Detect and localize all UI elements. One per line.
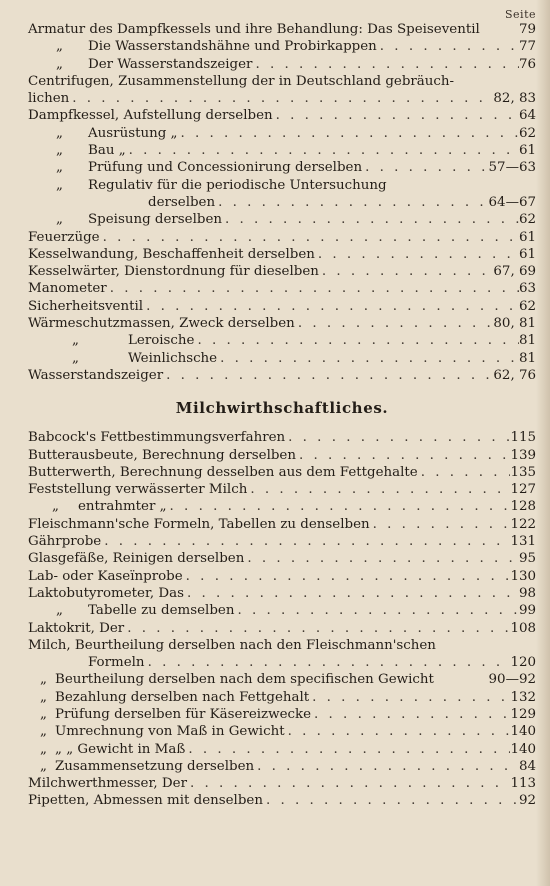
section-heading: Milchwirthschaftliches.: [175, 399, 389, 418]
dot-leader: [263, 792, 519, 809]
entry-label: Wärmeschutzmassen, Zweck derselben: [28, 316, 295, 332]
dot-leader: [295, 315, 494, 332]
dot-leader: [319, 263, 494, 280]
entry-label: Pipetten, Abmessen mit denselben: [28, 793, 263, 809]
index-entry: [28, 263, 536, 280]
entry-page-number: 108: [510, 620, 536, 636]
entry-page-number: 132: [510, 689, 536, 705]
index-entry: [28, 73, 536, 90]
entry-page-number: 115: [510, 430, 536, 446]
ditto-mark: „: [40, 672, 47, 688]
index-entry: [28, 211, 536, 228]
entry-label: Prüfung derselben für Käsereizwecke: [55, 706, 312, 722]
index-entry: [28, 533, 536, 550]
entry-page-number: 140: [510, 724, 536, 740]
index-entry: [28, 723, 536, 740]
dot-leader: [315, 246, 519, 263]
index-entry: [28, 464, 536, 481]
index-entry: [28, 315, 536, 332]
dot-leader: [185, 741, 510, 758]
entry-page-number: 61: [518, 246, 536, 262]
entry-label: „ „ Gewicht in Maß: [55, 741, 186, 757]
entry-label: Regulativ für die periodische Untersuchung: [88, 177, 387, 193]
index-entry: [28, 38, 536, 55]
entry-page-number: 95: [518, 551, 536, 567]
entry-label: Butterwerth, Berechnung desselben aus dem Fettgehalte: [28, 464, 418, 480]
entry-label: Babcock's Fettbestimmungsverfahren: [28, 430, 286, 446]
entry-page-number: 84: [518, 758, 536, 774]
ditto-mark: „: [40, 689, 47, 705]
index-entry: [28, 159, 536, 176]
entry-page-number: 64—67: [488, 194, 536, 210]
dot-leader: [370, 516, 511, 533]
entry-label: Sicherheitsventil: [28, 298, 144, 314]
dot-leader: [107, 280, 519, 297]
index-entry: [28, 550, 536, 567]
entry-page-number: 64: [518, 108, 536, 124]
ditto-mark: „: [56, 212, 63, 228]
ditto-mark: „: [56, 177, 63, 193]
index-entry: [28, 332, 536, 349]
dot-leader: [187, 775, 510, 792]
entry-label: Glasgefäße, Reinigen derselben: [28, 551, 245, 567]
ditto-mark: „: [52, 499, 59, 515]
index-entry: [28, 585, 536, 602]
dot-leader: [215, 194, 488, 211]
dot-leader: [247, 481, 510, 498]
entry-label: entrahmter „: [78, 499, 167, 515]
entry-label: Tabelle zu demselben: [88, 603, 235, 619]
entry-label: Die Wasserstandshähne und Probirkappen: [88, 39, 377, 55]
dot-leader: [273, 107, 519, 124]
ditto-mark: „: [72, 350, 79, 366]
index-entry: [28, 447, 536, 464]
entry-page-number: 62, 76: [493, 367, 536, 383]
entry-page-number: 62: [518, 125, 536, 141]
dot-leader: [252, 56, 519, 73]
dot-leader: [194, 332, 518, 349]
entry-page-number: 113: [510, 776, 536, 792]
entry-page-number: 92: [518, 793, 536, 809]
entry-page-number: 128: [510, 499, 536, 515]
entry-page-number: 120: [510, 655, 536, 671]
dot-leader: [311, 706, 510, 723]
entry-page-number: 57—63: [488, 160, 536, 176]
index-entry: [28, 689, 536, 706]
index-entry: [28, 367, 536, 384]
dot-leader: [163, 367, 493, 384]
ditto-mark: „: [72, 333, 79, 349]
entry-page-number: 62: [518, 212, 536, 228]
entry-label: Laktobutyrometer, Das: [28, 585, 184, 601]
entry-page-number: 63: [518, 281, 536, 297]
entry-page-number: 140: [510, 741, 536, 757]
entry-label: Butterausbeute, Berechnung derselben: [28, 447, 296, 463]
dot-leader: [143, 298, 519, 315]
entry-label: derselben: [148, 194, 216, 210]
entry-page-number: 81: [518, 333, 536, 349]
index-entry: [28, 671, 536, 688]
entry-page-number: 129: [510, 706, 536, 722]
entry-page-number: 127: [510, 482, 536, 498]
entry-page-number: 77: [518, 39, 536, 55]
dot-leader: [177, 125, 518, 142]
index-entry: [28, 775, 536, 792]
index-entry: [28, 637, 536, 654]
index-entry: [28, 654, 536, 671]
ditto-mark: „: [40, 741, 47, 757]
entry-label: Fleischmann'sche Formeln, Tabellen zu denselben: [28, 516, 370, 532]
index-entry: [28, 758, 536, 775]
index-entry: [28, 246, 536, 263]
index-entry: [28, 429, 536, 446]
ditto-mark: „: [40, 758, 47, 774]
entry-label: Kesselwärter, Dienstordnung für dieselben: [28, 264, 319, 280]
entry-page-number: 82, 83: [493, 91, 536, 107]
entry-label: Beurtheilung derselben nach dem specifischen Gewicht: [55, 672, 434, 688]
entry-label: Zusammensetzung derselben: [55, 758, 255, 774]
index-entry: [28, 125, 536, 142]
entry-page-number: 98: [518, 585, 536, 601]
dot-leader: [418, 464, 511, 481]
entry-page-number: 81: [518, 350, 536, 366]
ditto-mark: „: [56, 603, 63, 619]
index-section-steam-boilers: [28, 21, 536, 384]
entry-page-number: 61: [518, 229, 536, 245]
entry-label: Laktokrit, Der: [28, 620, 125, 636]
dot-leader: [285, 723, 511, 740]
dot-leader: [100, 229, 519, 246]
entry-label: Prüfung und Concessionirung derselben: [88, 160, 363, 176]
entry-label: Feststellung verwässerter Milch: [28, 482, 248, 498]
entry-label: Bezahlung derselben nach Fettgehalt: [55, 689, 310, 705]
entry-label: Speisung derselben: [88, 212, 222, 228]
ditto-mark: „: [56, 56, 63, 72]
dot-leader: [167, 498, 511, 515]
entry-page-number: 90—92: [488, 672, 536, 688]
index-entry: [28, 350, 536, 367]
entry-page-number: 62: [518, 298, 536, 314]
index-entry: [28, 516, 536, 533]
entry-page-number: 139: [510, 447, 536, 463]
entry-page-number: 76: [518, 56, 536, 72]
dot-leader: [285, 429, 510, 446]
dot-leader: [217, 350, 519, 367]
entry-page-number: 80, 81: [493, 316, 536, 332]
index-entry: [28, 142, 536, 159]
dot-leader: [362, 159, 488, 176]
index-entry: [28, 229, 536, 246]
dot-leader: [222, 211, 519, 228]
index-entry: [28, 280, 536, 297]
entry-label: Centrifugen, Zusammenstellung der in Deutschland gebräuch-: [28, 73, 455, 89]
ditto-mark: „: [56, 39, 63, 55]
page-column-header: Seite: [505, 8, 536, 21]
index-entry: [28, 620, 536, 637]
entry-page-number: 99: [518, 603, 536, 619]
dot-leader: [69, 90, 493, 107]
entry-page-number: 67, 69: [493, 264, 536, 280]
index-section-dairy: [28, 429, 536, 810]
index-entry: [28, 90, 536, 107]
index-entry: [28, 741, 536, 758]
dot-leader: [377, 38, 519, 55]
entry-label: Milchwerthmesser, Der: [28, 776, 187, 792]
index-entry: [28, 602, 536, 619]
dot-leader: [183, 568, 511, 585]
entry-label: Milch, Beurtheilung derselben nach den Fleischmann'schen: [28, 637, 436, 653]
index-entry: [28, 194, 536, 211]
entry-page-number: 130: [510, 568, 536, 584]
index-entry: [28, 568, 536, 585]
entry-page-number: 79: [518, 22, 536, 37]
entry-label: Armatur des Dampfkessels und ihre Behandlung: Das Speiseventil: [28, 22, 480, 37]
entry-label: Leroische: [128, 333, 195, 349]
ditto-mark: „: [40, 724, 47, 740]
ditto-mark: „: [56, 143, 63, 159]
index-entry: [28, 21, 536, 38]
index-entry: [28, 792, 536, 809]
dot-leader: [254, 758, 519, 775]
dot-leader: [184, 585, 519, 602]
index-entry: [28, 706, 536, 723]
entry-label: Weinlichsche: [128, 350, 218, 366]
dot-leader: [124, 620, 510, 637]
entry-label: Der Wasserstandszeiger: [88, 56, 253, 72]
entry-page-number: 135: [510, 464, 536, 480]
index-entry: [28, 498, 536, 515]
index-entry: [28, 481, 536, 498]
entry-label: Wasserstandszeiger: [28, 367, 164, 383]
index-entry: [28, 107, 536, 124]
index-entry: [28, 298, 536, 315]
dot-leader: [309, 689, 510, 706]
dot-leader: [145, 654, 511, 671]
entry-label: Kesselwandung, Beschaffenheit derselben: [28, 246, 315, 262]
dot-leader: [244, 550, 519, 567]
entry-label: Umrechnung von Maß in Gewicht: [55, 724, 285, 740]
entry-label: Manometer: [28, 281, 107, 297]
entry-page-number: 61: [518, 143, 536, 159]
entry-label: Gährprobe: [28, 534, 102, 550]
entry-label: Ausrüstung „: [88, 125, 178, 141]
entry-label: Bau „: [88, 143, 126, 159]
index-entry: [28, 56, 536, 73]
entry-page-number: 131: [510, 534, 536, 550]
entry-label: Formeln: [88, 655, 145, 671]
entry-label: Dampfkessel, Aufstellung derselben: [28, 108, 273, 124]
dot-leader: [101, 533, 510, 550]
dot-leader: [126, 142, 519, 159]
dot-leader: [234, 602, 519, 619]
index-entry: [28, 177, 536, 194]
entry-label: Feuerzüge: [28, 229, 100, 245]
entry-page-number: 122: [510, 516, 536, 532]
ditto-mark: „: [40, 706, 47, 722]
dot-leader: [296, 447, 510, 464]
ditto-mark: „: [56, 160, 63, 176]
entry-label: lichen: [28, 91, 70, 107]
ditto-mark: „: [56, 125, 63, 141]
entry-label: Lab- oder Kaseïnprobe: [28, 568, 183, 584]
